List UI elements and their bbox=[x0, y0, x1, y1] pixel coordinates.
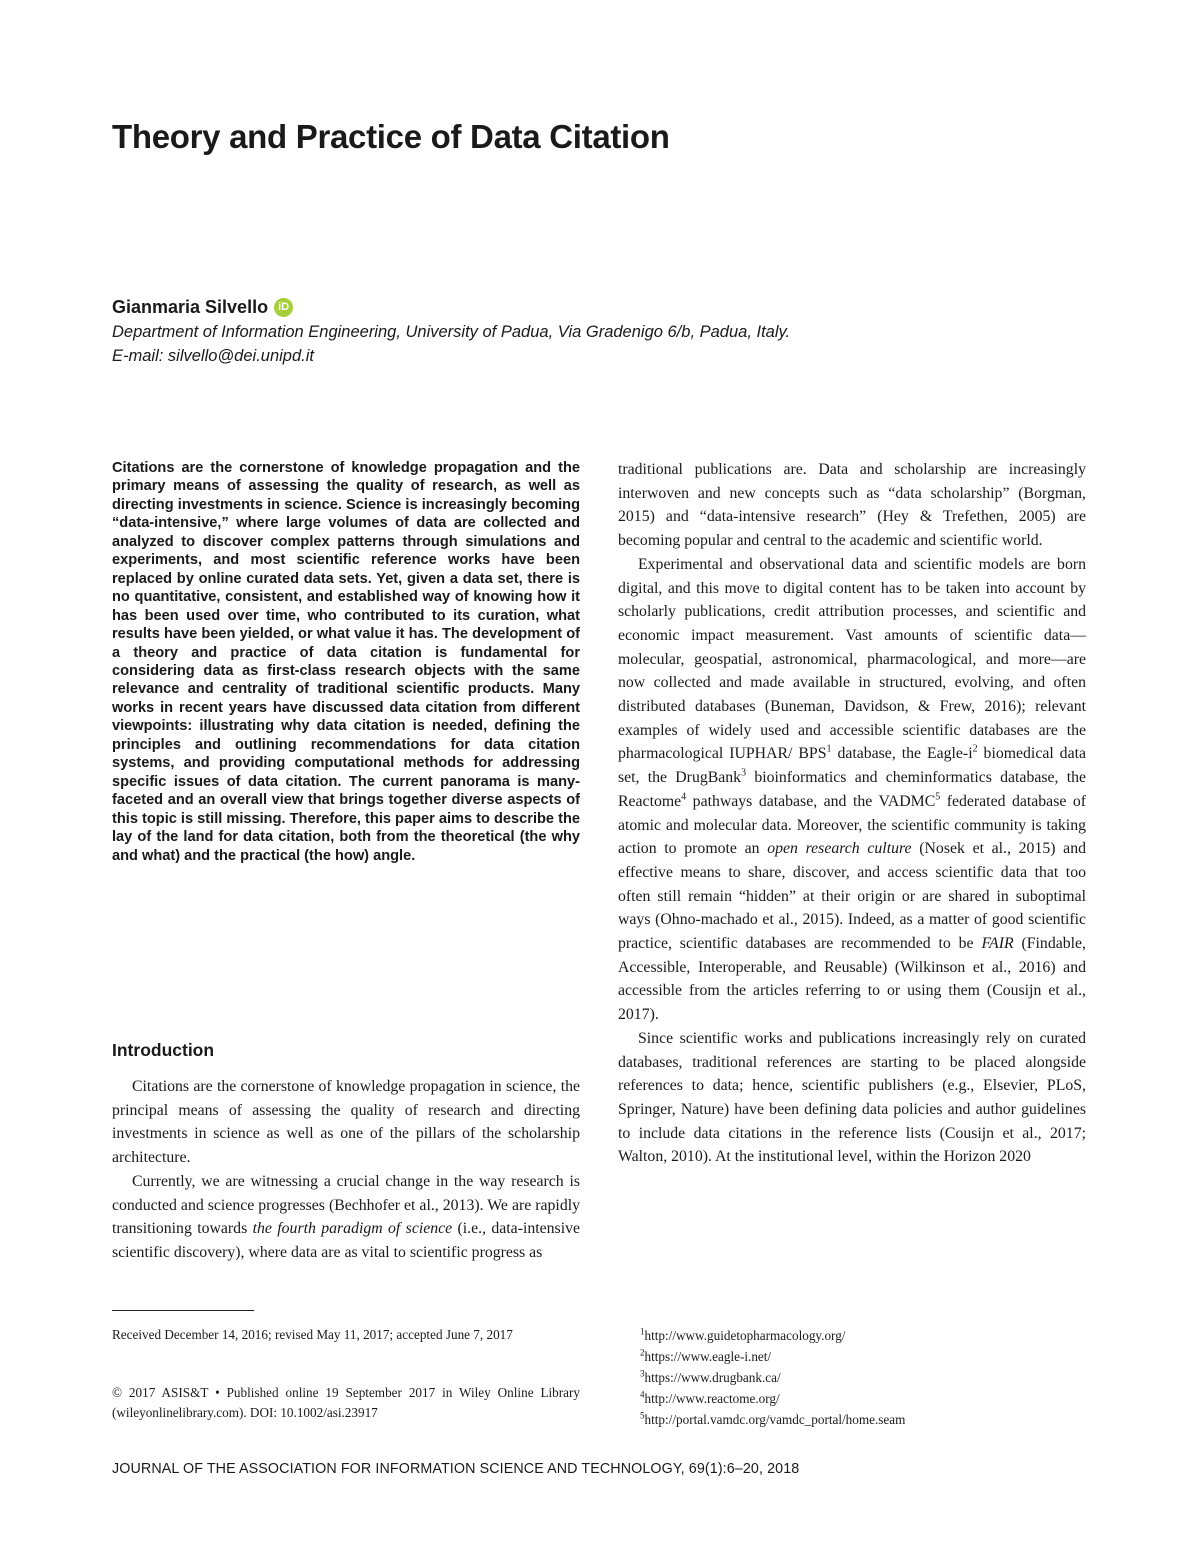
left-column-body bbox=[112, 1075, 580, 1265]
intro-paragraph-1: Citations are the cornerstone of knowledge propagation in science, the principal means of assessing the quality of research and directing investments in science as well as one of the pillars of the scholarship architecture. bbox=[112, 1078, 580, 1167]
body-text: federated database of atomic and molecular data. Moreover, the scientific community is taking action to promote an bbox=[618, 792, 1087, 858]
footnote-item bbox=[640, 1346, 1080, 1367]
intro-text: Currently, we are witnessing a crucial change in the way research is conducted and science progresses (Bechhofer et al., 2013). We are rapidly transitioning towards bbox=[112, 1172, 580, 1238]
footnote-number: 2 bbox=[640, 1347, 645, 1358]
footnote-ref[interactable]: 1 bbox=[826, 744, 832, 756]
footnote-ref[interactable]: 2 bbox=[972, 744, 978, 756]
body-text: pathways database, and the VADMC bbox=[686, 792, 936, 810]
intro-paragraph-2 bbox=[112, 1170, 580, 1265]
author-affiliation: Department of Information Engineering, University of Padua, Via Gradenigo 6/b, Padua, Italy. bbox=[112, 323, 791, 341]
footnote-link[interactable]: http://portal.vamdc.org/vamdc_portal/home.seam bbox=[644, 1412, 906, 1427]
body-text: (Findable, Accessible, Interoperable, and Reusable) (Wilkinson et al., 2016) and accessible from the articles referring to or using them (Cousijn et al., 2017). bbox=[618, 935, 1086, 1024]
right-paragraph-2 bbox=[618, 553, 1086, 1027]
footnote-ref[interactable]: 3 bbox=[741, 767, 747, 779]
copyright-notice: © 2017 ASIS&T • Published online 19 September 2017 in Wiley Online Library (wileyonlinelibrary.com). DOI: 10.1002/asi.23917 bbox=[112, 1385, 580, 1420]
footnote-link[interactable]: https://www.drugbank.ca/ bbox=[644, 1370, 781, 1385]
footnote-list bbox=[640, 1325, 1080, 1430]
footnote-link[interactable]: https://www.eagle-i.net/ bbox=[644, 1349, 772, 1364]
footnote-item bbox=[640, 1325, 1080, 1346]
received-dates: Received December 14, 2016; revised May 11, 2017; accepted June 7, 2017 bbox=[112, 1327, 513, 1342]
footnote-number: 4 bbox=[640, 1389, 645, 1400]
author-name: Gianmaria Silvello bbox=[112, 296, 269, 317]
author-block bbox=[112, 294, 1012, 368]
body-text: bioinformatics and cheminformatics database, the Reactome bbox=[618, 769, 1086, 810]
author-line bbox=[112, 294, 1012, 320]
orcid-icon[interactable]: iD bbox=[274, 298, 293, 317]
footnote-item bbox=[640, 1367, 1080, 1388]
footnote-link[interactable]: http://www.reactome.org/ bbox=[644, 1391, 780, 1406]
right-paragraph-3: Since scientific works and publications increasingly rely on curated databases, traditional references are starting to be placed alongside references to data; hence, scientific publishers (e.g., Elsevier, PLoS, Springer, Nature) have been defining data policies and author guidelines to include data citations in the reference lists (Cousijn et al., 2017; Walton, 2010). At the institutional level, within the Horizon 2020 bbox=[618, 1029, 1086, 1166]
author-email: E-mail: silvello@dei.unipd.it bbox=[112, 347, 314, 365]
footnote-number: 1 bbox=[640, 1326, 645, 1337]
body-text: (Nosek et al., 2015) and effective means to share, discover, and access scientific data that too often still remain “hidden” at their origin or are shared in suboptimal ways (Ohno-machado et al., 2015). Indeed, as a matter of good scientific practice, scientific databases are recommended to be bbox=[618, 840, 1086, 953]
body-text: biomedical data set, the DrugBank bbox=[618, 745, 1086, 787]
footnote-ref[interactable]: 5 bbox=[935, 791, 941, 803]
right-column-body bbox=[618, 458, 1086, 1169]
body-text: Experimental and observational data and scientific models are born digital, and this move to digital content has to be taken into account by scholarly publications, credit attribution processes, and scientific and economic impact measurement. Vast amounts of scientific data—molecular, geospatial, astronomical, pharmacological, and more—are now collected and made available in structured, evolving, and often distributed databases (Buneman, Davidson, & Frew, 2016); relevant examples of widely used and accessible scientific databases are the pharmacological IUPHAR/ BPS bbox=[618, 555, 1086, 763]
introduction-heading: Introduction bbox=[112, 1040, 215, 1060]
abstract: Citations are the cornerstone of knowledge propagation and the primary means of assessing the quality of research, as well as directing investments in science. Science is increasingly becoming “data-intensive,” where large volumes of data are collected and analyzed to discover complex patterns through simulations and experiments, and most scientific reference works have been replaced by online curated data sets. Yet, given a data set, there is no quantitative, consistent, and established way of knowing how it has been used over time, who contributed to its curation, what results have been yielded, or what value it has. The development of a theory and practice of data citation is fundamental for considering data as first-class research objects with the same relevance and centrality of traditional scientific products. Many works in recent years have discussed data citation from different viewpoints: illustrating why data citation is needed, defining the principles and outlining recommendations for data citation systems, and providing computational methods for addressing specific issues of data citation. The current panorama is many-faceted and an overall view that brings together diverse aspects of this topic is still missing. Therefore, this paper aims to describe the lay of the land for data citation, both from the theoretical (the why and what) and the practical (the how) angle. bbox=[112, 460, 580, 864]
journal-footer: JOURNAL OF THE ASSOCIATION FOR INFORMATION SCIENCE AND TECHNOLOGY, 69(1):6–20, 2018 bbox=[112, 1461, 800, 1477]
footnote-item bbox=[640, 1409, 1080, 1430]
footnote-ref[interactable]: 4 bbox=[681, 791, 687, 803]
body-text: database, the Eagle-i bbox=[831, 745, 973, 763]
body-emphasis: FAIR bbox=[981, 935, 1014, 953]
paper-title: Theory and Practice of Data Citation bbox=[112, 118, 670, 155]
footnote-number: 3 bbox=[640, 1368, 645, 1379]
footnote-item bbox=[640, 1388, 1080, 1409]
footnote-divider bbox=[112, 1310, 254, 1311]
intro-text: (i.e., data-intensive scientific discovery), where data are as vital to scientific progress as bbox=[112, 1220, 580, 1261]
right-paragraph-1: traditional publications are. Data and scholarship are increasingly interwoven and new concepts such as “data scholarship” (Borgman, 2015) and “data-intensive research” (Hey & Trefethen, 2005) are becoming popular and central to the academic and scientific world. bbox=[618, 461, 1086, 550]
footnote-number: 5 bbox=[640, 1410, 645, 1421]
body-emphasis: open research culture bbox=[767, 840, 912, 858]
intro-emphasis: the fourth paradigm of science bbox=[252, 1220, 453, 1238]
footnote-link[interactable]: http://www.guidetopharmacology.org/ bbox=[644, 1328, 846, 1343]
